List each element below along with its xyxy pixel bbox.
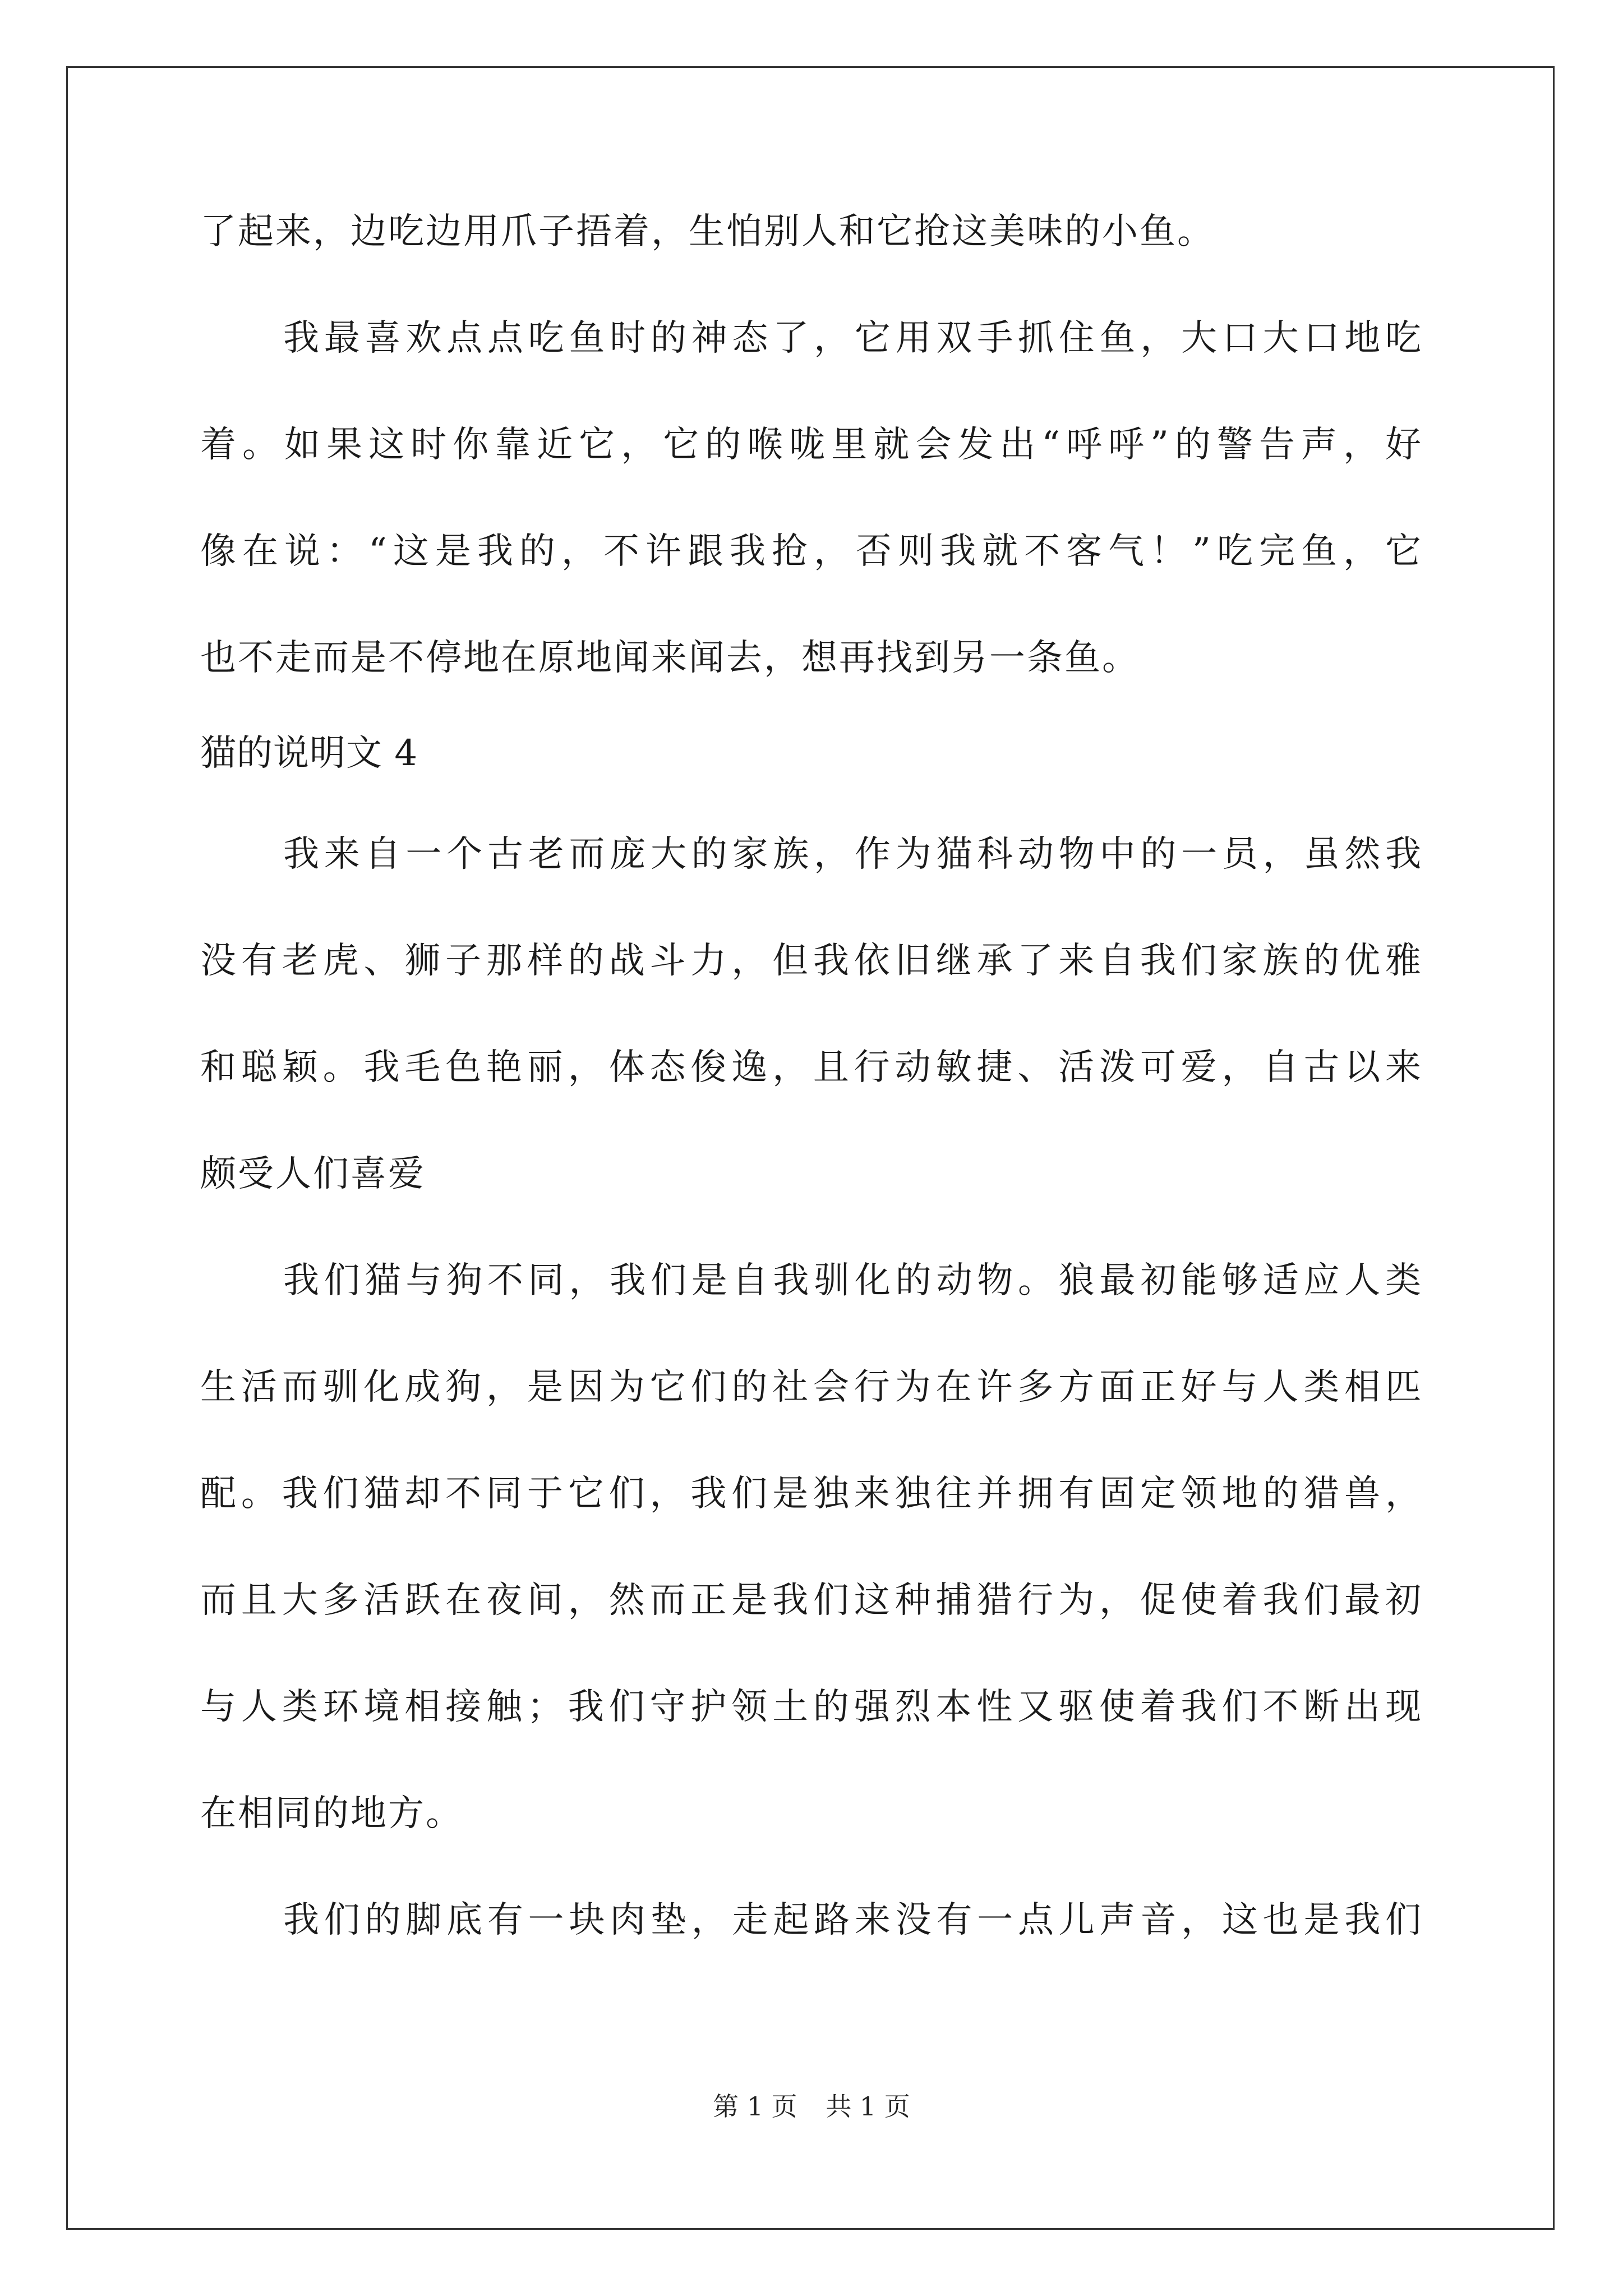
text-line: 与人类环境相接触；我们守护领土的强烈本性又驱使着我们不断出现 xyxy=(200,1686,1423,1728)
text-line: 生活而驯化成狗，是因为它们的社会行为在许多方面正好与人类相匹 xyxy=(200,1366,1423,1408)
page-total: 共 1 页 xyxy=(826,2091,910,2122)
text-line: 我们的脚底有一块肉垫，走起路来没有一点儿声音，这也是我们 xyxy=(283,1899,1423,1941)
text-line: 着。如果这时你靠近它，它的喉咙里就会发出“呼呼”的警告声，好 xyxy=(200,424,1423,466)
text-line: 而且大多活跃在夜间，然而正是我们这种捕猎行为，促使着我们最初 xyxy=(200,1580,1423,1621)
text-line: 在相同的地方。 xyxy=(200,1793,463,1834)
text-line: 我最喜欢点点吃鱼时的神态了，它用双手抓住鱼，大口大口地吃 xyxy=(283,318,1423,359)
text-line: 也不走而是不停地在原地闻来闻去，想再找到另一条鱼。 xyxy=(200,637,1140,679)
text-line: 颇受人们喜爱 xyxy=(200,1153,426,1195)
text-line: 我来自一个古老而庞大的家族，作为猫科动物中的一员，虽然我 xyxy=(283,834,1423,875)
text-line: 了起来，边吃边用爪子捂着，生怕别人和它抢这美味的小鱼。 xyxy=(200,211,1215,252)
text-line: 像在说：“这是我的，不许跟我抢，否则我就不客气！”吃完鱼，它 xyxy=(200,531,1423,572)
text-line: 和聪颖。我毛色艳丽，体态俊逸，且行动敏捷、活泼可爱，自古以来 xyxy=(200,1047,1423,1088)
text-line: 我们猫与狗不同，我们是自我驯化的动物。狼最初能够适应人类 xyxy=(283,1260,1423,1301)
text-line: 配。我们猫却不同于它们，我们是独来独往并拥有固定领地的猎兽， xyxy=(200,1473,1423,1515)
section-heading: 猫的说明文 4 xyxy=(200,733,418,774)
text-line: 没有老虎、狮子那样的战斗力，但我依旧继承了来自我们家族的优雅 xyxy=(200,940,1423,982)
page-footer xyxy=(0,2090,1623,2123)
page-number: 第 1 页 xyxy=(713,2091,797,2122)
